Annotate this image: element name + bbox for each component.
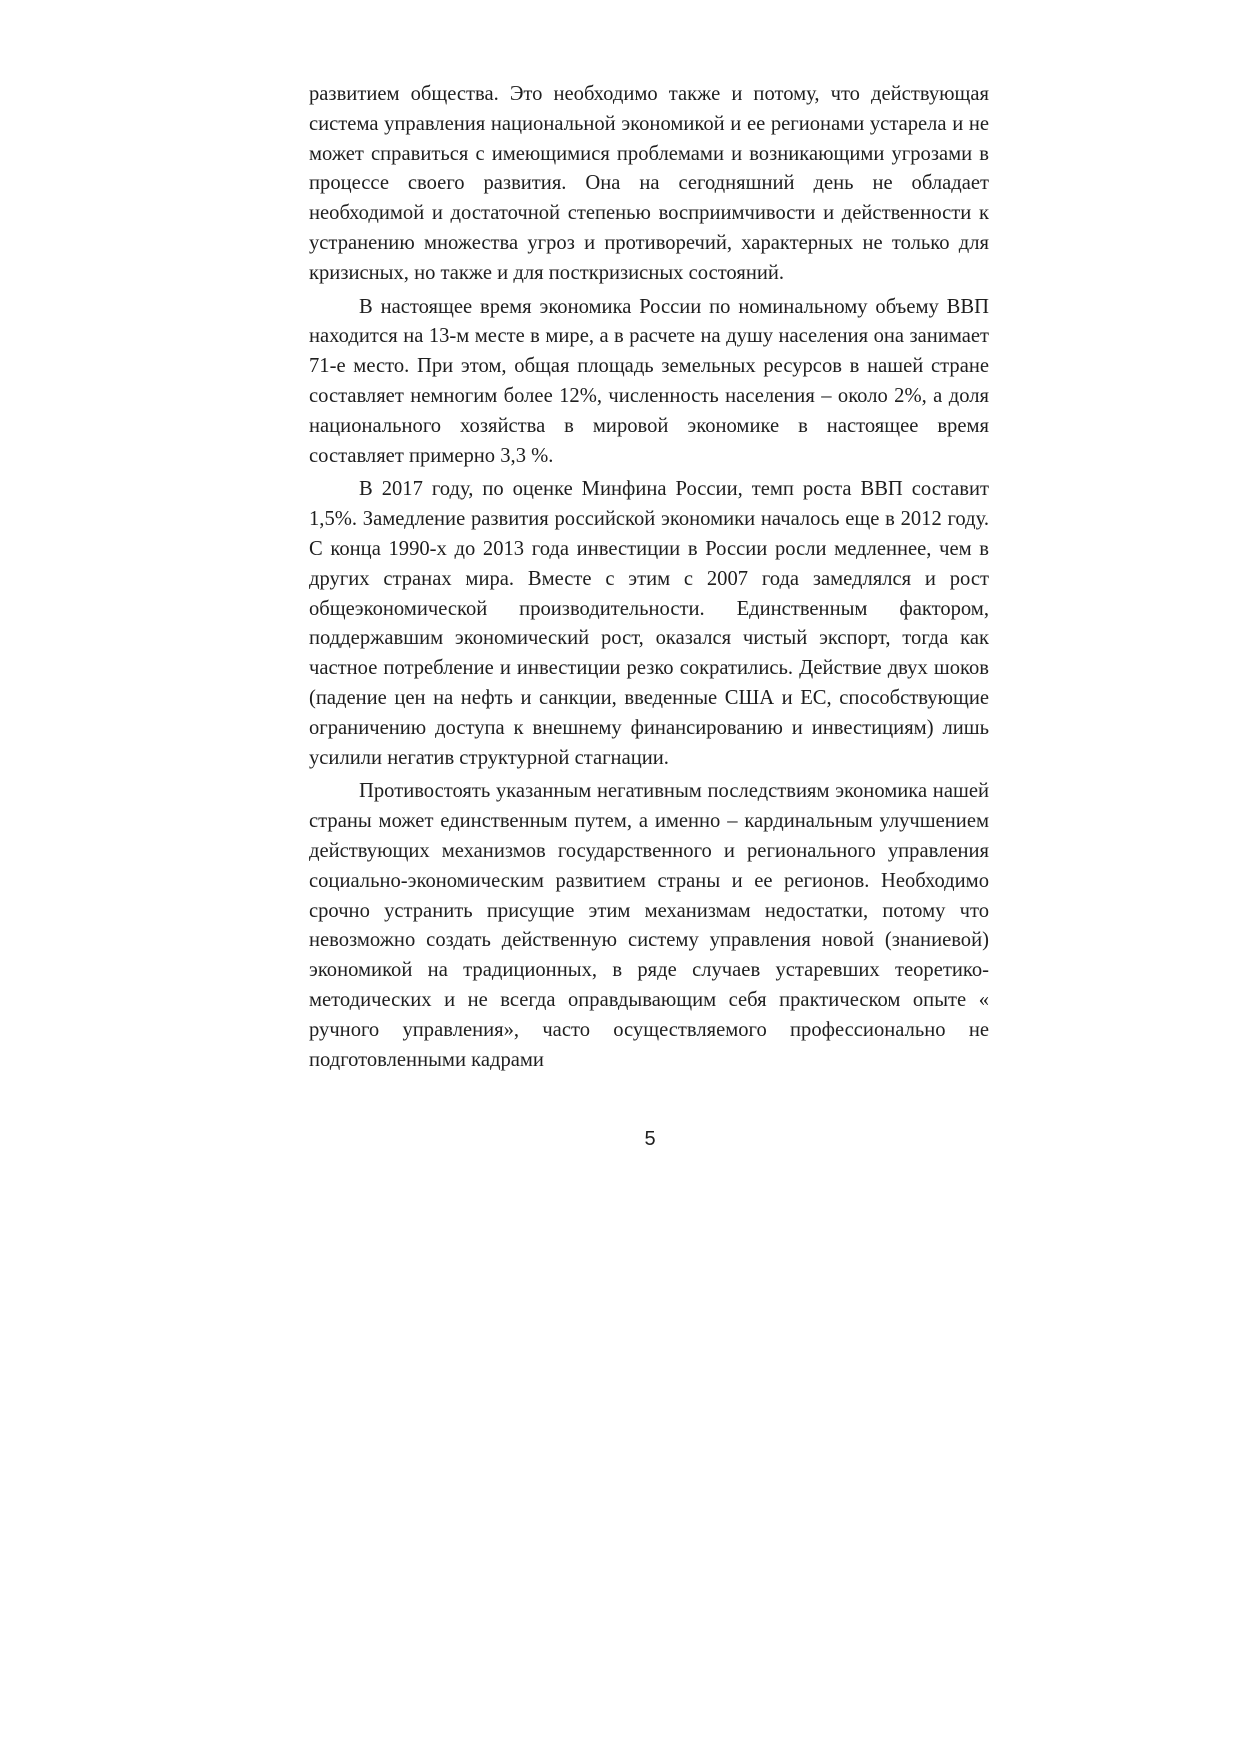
paragraph-4: Противостоять указанным негативным последствиям экономика нашей страны может единственным путем, а именно – кардинальным улучшением действующих механизмов государственного и регионального управления социально-экономическим развитием страны и ее регионов. Необходимо срочно устранить присущие этим механизмам недостатки, потому что невозможно создать действенную систему управления новой (знаниевой) экономикой на традиционных, в ряде случаев устаревших теоретико-методических и не всегда оправдывающим себя практическом опыте « ручного управления», часто осуществляемого профессионально не подготовленными кадрами: [309, 780, 989, 1071]
paragraph-2: В настоящее время экономика России по номинальному объему ВВП находится на 13-м месте в мире, а в расчете на душу населения она занимает 71-е место. При этом, общая площадь земельных ресурсов в нашей стране составляет немногим более 12%, численность населения – около 2%, а доля национального хозяйства в мировой экономике в настоящее время составляет примерно 3,3 %.: [309, 295, 989, 467]
paragraph-3: В 2017 году, по оценке Минфина России, темп роста ВВП составит 1,5%. Замедление развития российской экономики началось еще в 2012 году. С конца 1990-х до 2013 года инвестиции в России росли медленнее, чем в других странах мира. Вместе с этим с 2007 года замедлялся и рост общеэкономической производительности. Единственным фактором, поддержавшим экономический рост, оказался чистый экспорт, тогда как частное потребление и инвестиции резко сократились. Действие двух шоков (падение цен на нефть и санкции, введенные США и ЕС, способствующие ограничению доступа к внешнему финансированию и инвестициям) лишь усилили негатив структурной стагнации.: [309, 478, 989, 769]
page-number: 5: [644, 1128, 656, 1150]
body-text: [309, 80, 989, 1079]
paragraph-1: развитием общества. Это необходимо также и потому, что действующая система управления национальной экономикой и ее регионами устарела и не может справиться с имеющимися проблемами и возникающими угрозами в процессе своего развития. Она на сегодняшний день не обладает необходимой и достаточной степенью восприимчивости и действенности к устранению множества угроз и противоречий, характерных не только для кризисных, но также и для посткризисных состояний.: [309, 83, 989, 284]
